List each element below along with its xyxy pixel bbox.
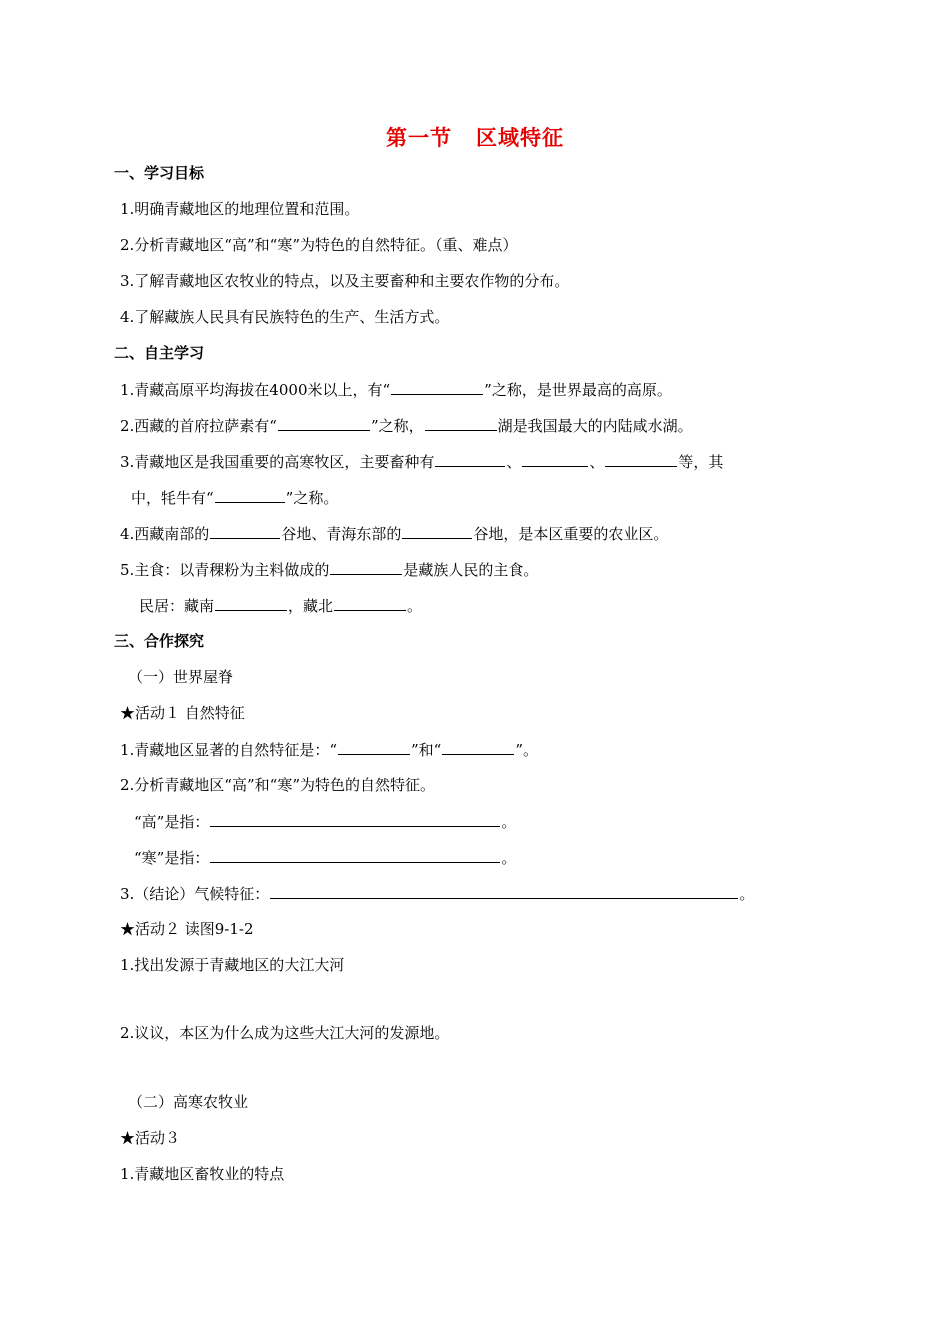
title-section-number: 第一节	[386, 126, 452, 150]
blank-field[interactable]	[605, 451, 677, 467]
q4-text-a: 4.西藏南部的	[120, 525, 210, 543]
heading-learning-goals: 一、学习目标	[114, 164, 205, 182]
goal-item-4: 4.了解藏族人民具有民族特色的生产、生活方式。	[120, 308, 450, 326]
activity-3-q1: 1.青藏地区畜牧业的特点	[120, 1165, 285, 1183]
q2-text-c: 湖是我国最大的内陆咸水湖。	[497, 417, 693, 435]
q5-text-d: ，藏北	[288, 597, 334, 615]
blank-field[interactable]	[425, 415, 497, 431]
blank-field[interactable]	[338, 739, 410, 755]
blank-field[interactable]	[391, 379, 483, 395]
page-title	[0, 122, 950, 152]
q3-text-c: 中，牦牛有“	[131, 489, 214, 507]
q2-text-a: 2.西藏的首府拉萨素有“	[120, 417, 277, 435]
q3-sep: 、	[506, 453, 522, 471]
gao-label: “高”是指：	[134, 813, 210, 831]
q5-text-c: 民居：藏南	[139, 597, 215, 615]
goal-item-1: 1.明确青藏地区的地理位置和范围。	[120, 200, 360, 218]
blank-field[interactable]	[278, 415, 370, 431]
activity-1-q1	[120, 739, 538, 760]
title-topic: 区域特征	[476, 126, 564, 150]
q5-text-a: 5.主食：以青稞粉为主料做成的	[120, 561, 330, 579]
activity-1-title: ★活动１ 自然特征	[120, 704, 245, 722]
blank-field[interactable]	[270, 883, 738, 899]
activity-1-q3	[120, 883, 754, 904]
subheading-roof-of-world: （一）世界屋脊	[128, 668, 234, 686]
self-study-q3	[120, 451, 723, 472]
self-study-q1	[120, 379, 672, 400]
blank-field[interactable]	[215, 487, 285, 503]
q3-text-d: ”之称。	[285, 489, 339, 507]
han-end: 。	[501, 849, 517, 867]
activity-2-title: ★活动２ 读图9-1-2	[120, 920, 254, 938]
goal-item-2: 2.分析青藏地区“高”和“寒”为特色的自然特征。（重、难点）	[120, 236, 518, 254]
self-study-q4	[120, 523, 668, 544]
blank-field[interactable]	[435, 451, 505, 467]
q2-text-b: ”之称，	[370, 417, 424, 435]
a1q1-text-a: 1.青藏地区显著的自然特征是：“	[120, 741, 337, 759]
a1q1-text-c: ”。	[515, 741, 538, 759]
q4-text-c: 谷地，是本区重要的农业区。	[473, 525, 669, 543]
subheading-alpine-agriculture: （二）高寒农牧业	[128, 1093, 249, 1111]
self-study-q5	[120, 559, 538, 580]
activity-3-title: ★活动３	[120, 1129, 181, 1147]
q3-text-a: 3.青藏地区是我国重要的高寒牧区，主要畜种有	[120, 453, 435, 471]
q3-text-b: 等，其	[678, 453, 724, 471]
blank-field[interactable]	[215, 595, 287, 611]
activity-1-q2: 2.分析青藏地区“高”和“寒”为特色的自然特征。	[120, 776, 435, 794]
q4-text-b: 谷地、青海东部的	[281, 525, 402, 543]
heading-cooperative-inquiry: 三、合作探究	[114, 632, 205, 650]
blank-field[interactable]	[402, 523, 472, 539]
activity-2-q1: 1.找出发源于青藏地区的大江大河	[120, 956, 345, 974]
blank-field[interactable]	[334, 595, 406, 611]
heading-self-study: 二、自主学习	[114, 344, 205, 362]
activity-2-q2: 2.议议，本区为什么成为这些大江大河的发源地。	[120, 1024, 450, 1042]
q1-text-b: ”之称，是世界最高的高原。	[484, 381, 672, 399]
blank-field[interactable]	[330, 559, 402, 575]
han-line	[134, 847, 516, 868]
han-label: “寒”是指：	[134, 849, 210, 867]
q5-end: 。	[407, 597, 423, 615]
a1q1-text-b: ”和“	[410, 741, 442, 759]
gao-line	[134, 811, 516, 832]
blank-field[interactable]	[210, 847, 500, 863]
self-study-q3-cont	[131, 487, 338, 508]
self-study-q5-housing	[139, 595, 422, 616]
q1-text-a: 1.青藏高原平均海拔在4000米以上，有“	[120, 381, 391, 399]
blank-field[interactable]	[442, 739, 514, 755]
a1q3-label: 3.（结论）气候特征：	[120, 885, 270, 903]
blank-field[interactable]	[210, 811, 500, 827]
q5-text-b: 是藏族人民的主食。	[403, 561, 539, 579]
q3-sep: 、	[589, 453, 605, 471]
goal-item-3: 3.了解青藏地区农牧业的特点，以及主要畜种和主要农作物的分布。	[120, 272, 570, 290]
a1q3-end: 。	[739, 885, 755, 903]
self-study-q2	[120, 415, 693, 436]
blank-field[interactable]	[210, 523, 280, 539]
blank-field[interactable]	[522, 451, 588, 467]
gao-end: 。	[501, 813, 517, 831]
